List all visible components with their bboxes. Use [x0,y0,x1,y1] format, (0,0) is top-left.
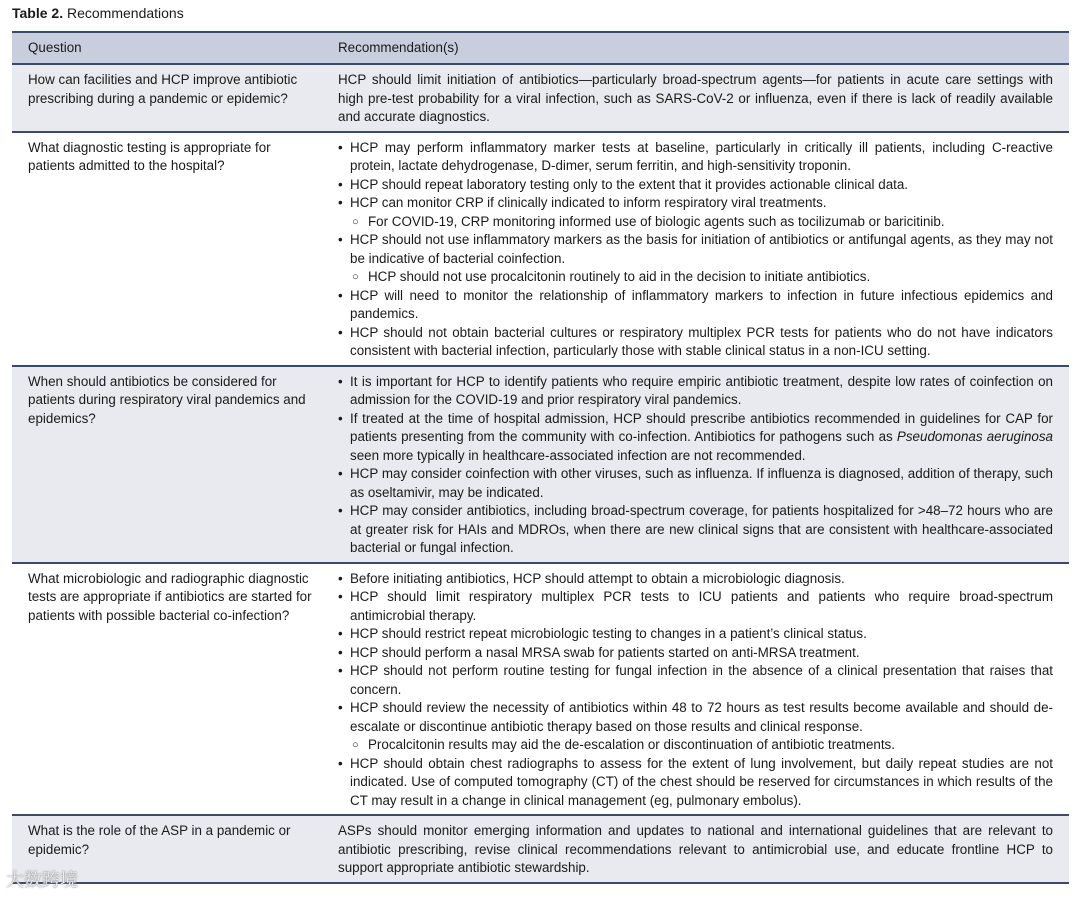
list-item: • HCP will need to monitor the relationship of inflammatory markers to infection in future infectious epidemics and pandemics. [338,287,1053,324]
list-item: • If treated at the time of hospital admission, HCP should prescribe antibiotics recommended in guidelines for CAP for patients presenting from the community with co-infection. Antibiotics for pathogens such as Pseudomonas aeruginosa seen more typically in healthcare-associated infection are not recommended. [338,410,1053,466]
table-row [12,563,1069,816]
question-cell: When should antibiotics be considered for patients during respiratory viral pandemics and epidemics? [12,366,322,563]
table-row [12,132,1069,366]
header-question: Question [12,32,322,64]
table-caption [12,4,184,22]
table-row [12,64,1069,132]
list-item: • HCP should not use inflammatory markers as the basis for initiation of antibiotics or antifungal agents, as they may not be indicative of bacterial coinfection. ○ HCP should not use procalcitonin routinely to aid in the decision to initiate antibiotics. [338,231,1053,287]
recommendations-table [12,31,1069,884]
list-item: • HCP should limit respiratory multiplex PCR tests to ICU patients and patients who require broad-spectrum antimicrobial therapy. [338,588,1053,625]
question-cell: What diagnostic testing is appropriate for patients admitted to the hospital? [12,132,322,366]
table-header-row [12,32,1069,64]
list-item: • HCP should review the necessity of antibiotics within 48 to 72 hours as test results become available and should de-escalate or discontinue antibiotic therapy based on those results and clinical response. ○ Procalcitonin results may aid the de-escalation or discontinuation of antibiotic treatments. [338,699,1053,755]
sub-list-item: ○ For COVID-19, CRP monitoring informed use of biologic agents such as tocilizumab or baricitinib. [350,213,1053,232]
recommendation-cell [322,563,1069,816]
list-item: • HCP can monitor CRP if clinically indicated to inform respiratory viral treatments. ○ For COVID-19, CRP monitoring informed use of biologic agents such as tocilizumab or baricitinib. [338,194,1053,231]
sub-list [350,268,1053,287]
sub-list-item: ○ Procalcitonin results may aid the de-escalation or discontinuation of antibiotic treatments. [350,736,1053,755]
header-recommendation: Recommendation(s) [322,32,1069,64]
question-cell: What microbiologic and radiographic diagnostic tests are appropriate if antibiotics are started for patients with possible bacterial co-infection? [12,563,322,816]
list-item: • HCP should not obtain bacterial cultures or respiratory multiplex PCR tests for patients who do not have indicators consistent with bacterial infection, particularly those with stable clinical status in a non-ICU setting. [338,324,1053,361]
recommendation-cell: HCP should limit initiation of antibiotics—particularly broad-spectrum agents—for patients in acute care settings with high pre-test probability for a viral infection, such as SARS-CoV-2 or influenza, even if there is lack of readily available and accurate diagnostics. [322,64,1069,132]
italic-term: Pseudomonas aeruginosa [896,429,1053,444]
list-item: • HCP may consider antibiotics, including broad-spectrum coverage, for patients hospitalized for >48–72 hours who are at greater risk for HAIs and MDROs, when there are new clinical signs that are consistent with healthcare-associated bacterial or fungal infection. [338,502,1053,558]
recommendation-list [338,373,1053,558]
recommendation-cell [322,366,1069,563]
recommendation-list [338,139,1053,361]
sub-list-item: ○ HCP should not use procalcitonin routinely to aid in the decision to initiate antibiotics. [350,268,1053,287]
table-number: Table 2. [12,5,64,21]
sub-list [350,213,1053,232]
recommendation-cell: ASPs should monitor emerging information and updates to national and international guidelines that are relevant to antibiotic prescribing, revise clinical recommendations relevant to antimicrobial use, and educate frontline HCP to support appropriate antibiotic stewardship. [322,815,1069,883]
list-item: • HCP may perform inflammatory marker tests at baseline, particularly in critically ill patients, including C-reactive protein, lactate dehydrogenase, D-dimer, serum ferritin, and high-sensitivity troponin. [338,139,1053,176]
list-item: • HCP should restrict repeat microbiologic testing to changes in a patient’s clinical status. [338,625,1053,644]
list-item: • It is important for HCP to identify patients who require empiric antibiotic treatment, despite low rates of coinfection on admission for the COVID-19 and prior respiratory viral pandemics. [338,373,1053,410]
question-cell: What is the role of the ASP in a pandemic or epidemic? [12,815,322,883]
question-cell: How can facilities and HCP improve antibiotic prescribing during a pandemic or epidemic? [12,64,322,132]
table-row [12,815,1069,883]
recommendation-list [338,570,1053,811]
list-item: • Before initiating antibiotics, HCP should attempt to obtain a microbiologic diagnosis. [338,570,1053,589]
watermark-logo: 大数跨境 [6,870,78,891]
list-item: • HCP should obtain chest radiographs to assess for the extent of lung involvement, but daily repeat studies are not indicated. Use of computed tomography (CT) of the chest should be reserved for circumstances in which results of the CT may result in a change in clinical management (eg, pulmonary embolus). [338,755,1053,811]
sub-list [350,736,1053,755]
table-row [12,366,1069,563]
list-item: • HCP may consider coinfection with other viruses, such as influenza. If influenza is diagnosed, addition of therapy, such as oseltamivir, may be indicated. [338,465,1053,502]
list-item: • HCP should repeat laboratory testing only to the extent that it provides actionable clinical data. [338,176,1053,195]
recommendation-cell [322,132,1069,366]
list-item: • HCP should perform a nasal MRSA swab for patients started on anti-MRSA treatment. [338,644,1053,663]
list-item: • HCP should not perform routine testing for fungal infection in the absence of a clinical presentation that raises that concern. [338,662,1053,699]
table-title: Recommendations [66,5,184,21]
